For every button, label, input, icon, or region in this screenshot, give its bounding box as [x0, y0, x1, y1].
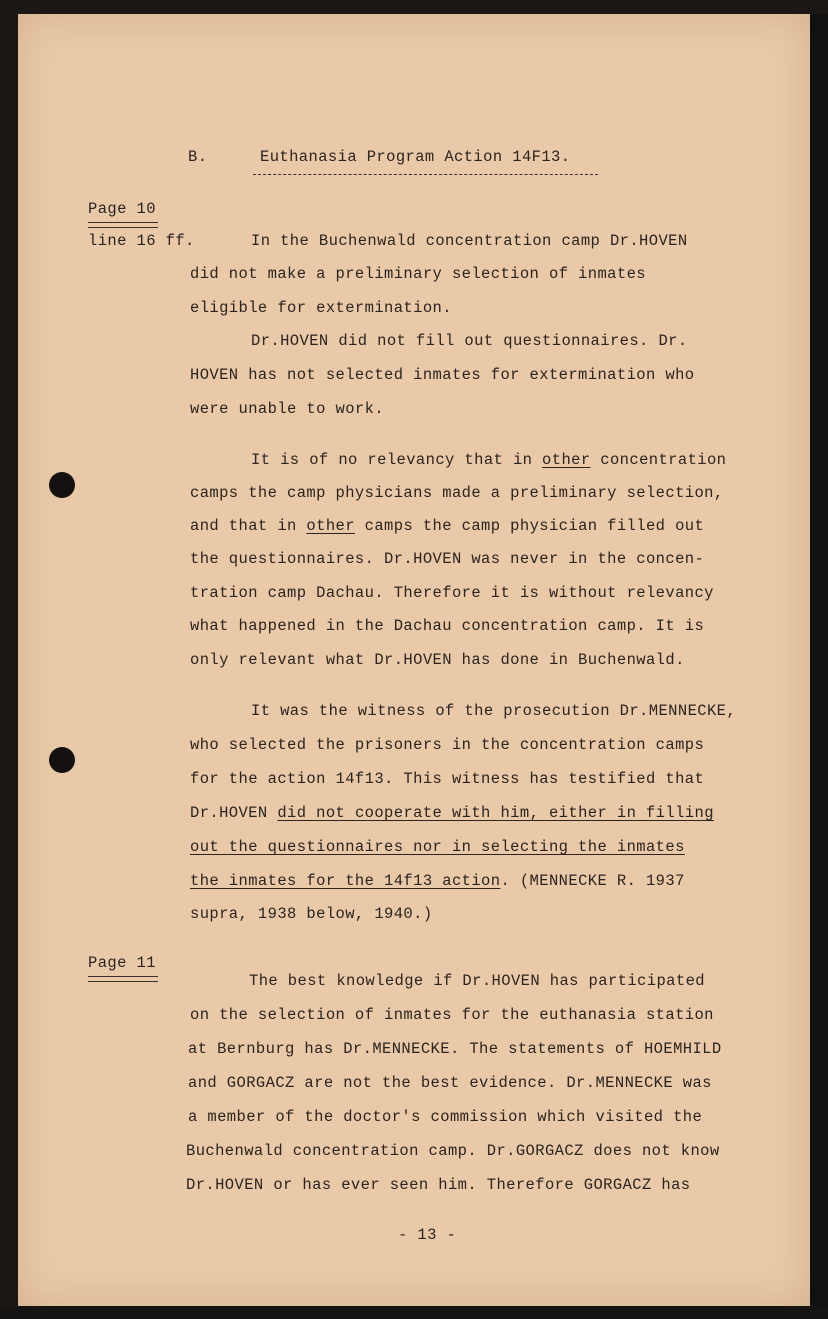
para3-line2: camps the camp physicians made a preliminary selection, [190, 484, 724, 502]
para5-line2: on the selection of inmates for the euthanasia station [190, 1006, 714, 1024]
para2-line3: were unable to work. [190, 400, 385, 418]
para3-line6: what happened in the Dachau concentration camp. It is [190, 617, 705, 635]
margin-ref-page-10: Page 10 [88, 200, 156, 218]
para4-line6-b: . (MENNECKE R. 1937 [500, 872, 685, 890]
margin-ref-page-11: Page 11 [88, 954, 156, 972]
para3-line1-a: It is of no relevancy that in [251, 451, 543, 469]
para1-line1: In the Buchenwald concentration camp Dr.HOVEN [251, 232, 688, 250]
page-number: - 13 - [398, 1226, 457, 1244]
scan-edge-bottom [0, 1306, 828, 1319]
margin-ref-page-11-underline [88, 976, 158, 982]
punch-hole-top [49, 472, 75, 498]
para5-line7: Dr.HOVEN or has ever seen him. Therefore GORGACZ has [186, 1176, 691, 1194]
para4-line4-a: Dr.HOVEN [190, 804, 278, 822]
para4-line1: It was the witness of the prosecution Dr.MENNECKE, [251, 702, 737, 720]
para3-line1 [251, 451, 726, 469]
para3-line1-underlined: other [542, 451, 591, 469]
title-rule [253, 174, 598, 175]
para3-line3 [190, 517, 704, 535]
para5-line6: Buchenwald concentration camp. Dr.GORGACZ does not know [186, 1142, 720, 1160]
para2-line2: HOVEN has not selected inmates for extermination who [190, 366, 695, 384]
para4-line5: out the questionnaires nor in selecting the inmates [190, 838, 685, 856]
para5-line1: The best knowledge if Dr.HOVEN has participated [249, 972, 705, 990]
para3-line4: the questionnaires. Dr.HOVEN was never in the concen- [190, 550, 705, 568]
para4-line2: who selected the prisoners in the concentration camps [190, 736, 705, 754]
document-page [18, 14, 810, 1306]
punch-hole-bottom [49, 747, 75, 773]
margin-ref-line-16: line 16 ff. [88, 232, 195, 250]
para4-line4-underlined: did not cooperate with him, either in filling [277, 804, 714, 822]
section-title: Euthanasia Program Action 14F13. [260, 148, 571, 166]
para5-line4: and GORGACZ are not the best evidence. Dr.MENNECKE was [188, 1074, 712, 1092]
para2-line1: Dr.HOVEN did not fill out questionnaires. Dr. [251, 332, 688, 350]
para1-line2: did not make a preliminary selection of inmates [190, 265, 646, 283]
para3-line7: only relevant what Dr.HOVEN has done in Buchenwald. [190, 651, 685, 669]
para3-line3-b: camps the camp physician filled out [354, 517, 705, 535]
para4-line4 [190, 804, 714, 822]
para3-line1-b: concentration [590, 451, 727, 469]
para5-line3: at Bernburg has Dr.MENNECKE. The statements of HOEMHILD [188, 1040, 722, 1058]
para4-line7: supra, 1938 below, 1940.) [190, 905, 433, 923]
margin-ref-page-10-underline [88, 222, 158, 228]
para3-line5: tration camp Dachau. Therefore it is without relevancy [190, 584, 714, 602]
para5-line5: a member of the doctor's commission which visited the [188, 1108, 703, 1126]
para4-line6-underlined: the inmates for the 14f13 action [190, 872, 501, 890]
para3-line3-a: and that in [190, 517, 307, 535]
scan-edge-right [810, 14, 828, 1319]
para3-line3-underlined: other [306, 517, 355, 535]
para1-line3: eligible for extermination. [190, 299, 452, 317]
section-label: B. [188, 148, 208, 166]
para4-line3: for the action 14f13. This witness has testified that [190, 770, 705, 788]
para4-line6 [190, 872, 685, 890]
